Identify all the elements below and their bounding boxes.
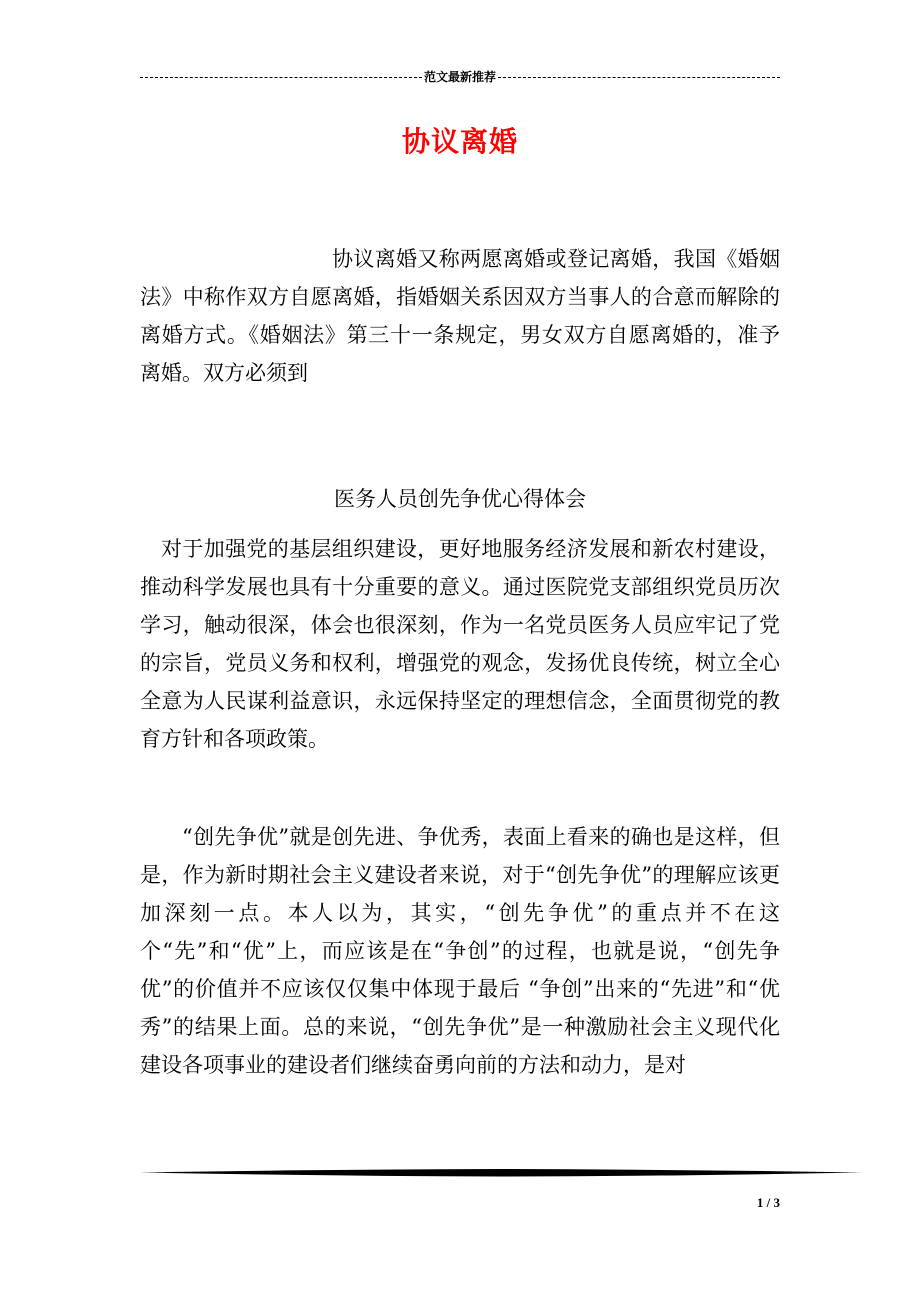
footer-rule <box>140 1168 862 1177</box>
page-header <box>140 68 780 85</box>
intro-paragraph: 协议离婚又称两愿离婚或登记离婚，我国《婚姻法》中称作双方自愿离婚，指婚姻关系因双方当事人的合意而解除的离婚方式。《婚姻法》第三十一条规定，男女双方自愿离婚的，准予离婚。双方必须到 <box>140 247 780 385</box>
header-label: 范文最新推荐 <box>424 70 497 84</box>
body-paragraph-2: “创先争优”就是创先进、争优秀，表面上看来的确也是这样，但是，作为新时期社会主义建设者来说，对于“创先争优”的理解应该更加深刻一点。本人以为，其实，“创先争优”的重点并不在这个“先”和“优”上，而应该是在“争创”的过程，也就是说，“创先争优”的价值并不应该仅仅集中体现于最后 “争创”出来的“先进”和“优秀”的结果上面。总的来说，“创先争优”是一种激励社会主义现代化建设各项事业的建设者们继续奋勇向前的方法和动力，是对 <box>140 825 780 1077</box>
document-title: 协议离婚 <box>401 125 518 158</box>
section-title: 医务人员创先争优心得体会 <box>334 487 586 511</box>
header-dash-right <box>498 77 780 78</box>
page-number: 1 / 3 <box>756 1195 780 1210</box>
header-dash-left <box>140 77 422 78</box>
body-paragraph-1: 对于加强党的基层组织建设，更好地服务经济发展和新农村建设，推动科学发展也具有十分重要的意义。通过医院党支部组织党员历次学习，触动很深，体会也很深刻，作为一名党员医务人员应牢记了党的宗旨，党员义务和权利，增强党的观念，发扬优良传统，树立全心全意为人民谋利益意识，永远保持坚定的理想信念，全面贯彻党的教育方针和各项政策。 <box>140 537 780 751</box>
